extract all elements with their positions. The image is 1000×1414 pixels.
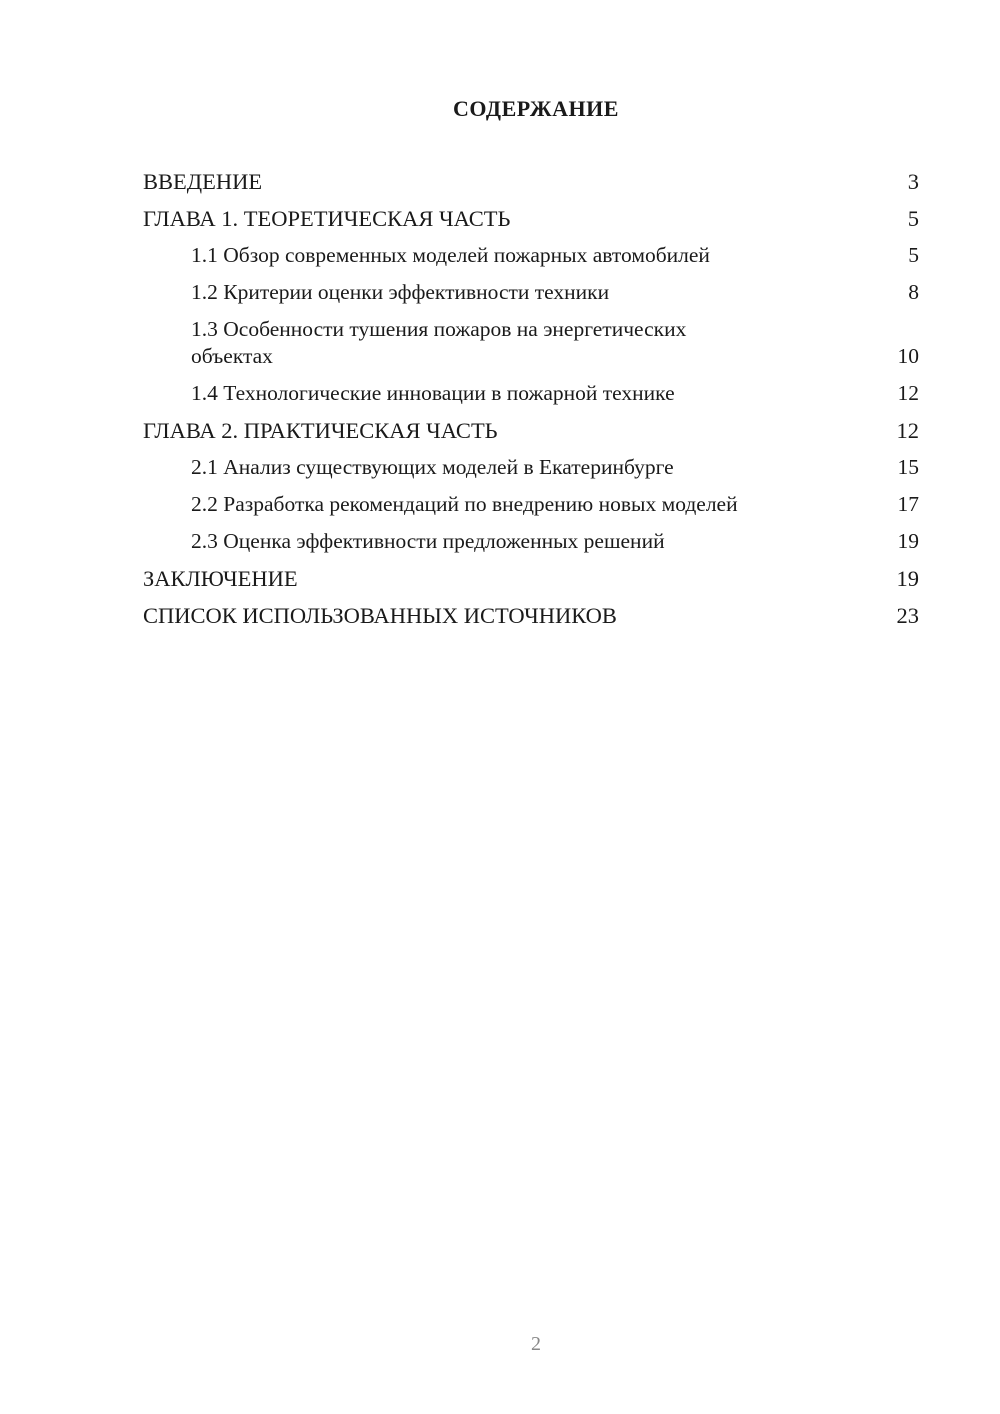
toc-entry-page: 10 <box>897 344 919 368</box>
toc-entry[interactable] <box>143 454 919 481</box>
toc-entry-label: ЗАКЛЮЧЕНИЕ <box>143 566 298 591</box>
toc-entry-page: 17 <box>897 492 919 516</box>
toc-entry-page: 19 <box>896 566 919 591</box>
toc-entry-page: 5 <box>908 243 919 267</box>
toc-entry-label: 2.3 Оценка эффективности предложенных решений <box>191 529 665 553</box>
toc-entry[interactable] <box>143 528 919 555</box>
toc-entry[interactable] <box>143 417 919 444</box>
toc-entry[interactable] <box>143 279 919 306</box>
toc-entry-page: 23 <box>896 603 919 628</box>
toc-entry[interactable] <box>143 380 919 407</box>
toc-entry-label: 1.3 Особенности тушения пожаров на энергетических объектах <box>191 317 687 368</box>
toc-entry[interactable] <box>143 565 919 592</box>
toc-entry[interactable] <box>143 602 919 629</box>
toc-entry-page: 5 <box>907 206 919 231</box>
toc-entry[interactable] <box>143 205 919 232</box>
page-number: 2 <box>531 1333 541 1355</box>
toc-entry-page: 3 <box>907 169 919 194</box>
toc-entry-label: 2.2 Разработка рекомендаций по внедрению новых моделей <box>191 492 738 516</box>
toc-entry-page: 8 <box>908 280 919 304</box>
toc-entry-page: 19 <box>897 529 919 553</box>
toc-title: СОДЕРЖАНИЕ <box>453 96 619 121</box>
toc-entry-page: 12 <box>896 418 919 443</box>
toc-entry-label: 1.1 Обзор современных моделей пожарных автомобилей <box>191 243 710 267</box>
toc-entry-label: 1.4 Технологические инновации в пожарной технике <box>191 381 675 405</box>
toc-entry[interactable] <box>143 168 919 195</box>
toc-entry-label: 2.1 Анализ существующих моделей в Екатеринбурге <box>191 455 674 479</box>
table-of-contents <box>143 168 919 639</box>
toc-entry[interactable] <box>143 242 919 269</box>
toc-entry[interactable] <box>143 316 919 370</box>
toc-entry-label: ВВЕДЕНИЕ <box>143 169 263 194</box>
toc-entry-page: 15 <box>897 455 919 479</box>
toc-entry-label: ГЛАВА 2. ПРАКТИЧЕСКАЯ ЧАСТЬ <box>143 418 498 443</box>
toc-entry[interactable] <box>143 491 919 518</box>
toc-entry-label: ГЛАВА 1. ТЕОРЕТИЧЕСКАЯ ЧАСТЬ <box>143 206 511 231</box>
toc-entry-page: 12 <box>897 381 919 405</box>
toc-entry-label: 1.2 Критерии оценки эффективности техники <box>191 280 610 304</box>
toc-entry-label: СПИСОК ИСПОЛЬЗОВАННЫХ ИСТОЧНИКОВ <box>143 603 617 628</box>
